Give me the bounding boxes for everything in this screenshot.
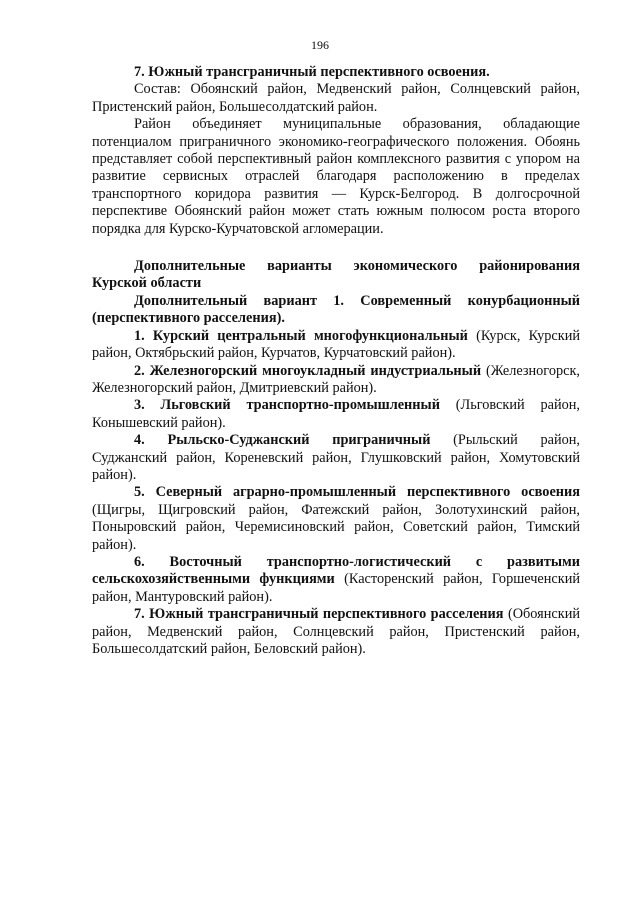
item-text: (Рыльский район, Суджанский район, Кореневский район, Глушковский район, Хомутовский район). (92, 432, 580, 483)
additional-heading: Дополнительные варианты экономического районирования Курской области (92, 258, 580, 292)
variant-heading: Дополнительный вариант 1. Современный конурбационный (перспективного расселения). (92, 292, 580, 327)
item-text: (Касторенский район, Горшеченский район, Мантуровский район). (92, 571, 581, 605)
item-title: 4. Рыльско-Суджанский приграничный (134, 432, 431, 449)
spacer (92, 238, 580, 258)
list-item (92, 606, 580, 658)
list-item (92, 397, 580, 432)
list-item (92, 363, 580, 398)
section-description: Район объединяет муниципальные образования, обладающие потенциалом приграничного экономико-географического положения. Обоянь представляет собой перспективный район комплексного развития с упором на развитие сервисных отраслей благодаря расположению в пределах транспортного коридора развития — Курск-Белгород. В долгосрочной перспективе Обоянский район может стать южным полюсом роста второго порядка для Курско-Курчатовской агломерации. (92, 116, 580, 237)
item-title: 2. Железногорский многоукладный индустриальный (134, 362, 482, 379)
item-text: (Обоянский район, Медвенский район, Солнцевский район, Пристенский район, Большесолдатский район, Беловский район). (92, 606, 580, 657)
item-text: (Железногорск, Железногорский район, Дмитриевский район). (92, 362, 580, 396)
list-item (92, 328, 580, 363)
item-title: 6. Восточный транспортно-логистический с развитыми сельскохозяйственными функциями (92, 553, 580, 588)
section-composition: Состав: Обоянский район, Медвенский район, Солнцевский район, Пристенский район, Большесолдатский район. (92, 81, 580, 115)
list-item (92, 554, 580, 606)
item-title: 7. Южный трансграничный перспективного расселения (134, 606, 504, 623)
section-heading: 7. Южный трансграничный перспективного освоения. (134, 64, 490, 80)
item-title: 3. Льговский транспортно-промышленный (134, 397, 440, 414)
list-item (92, 432, 580, 484)
item-text: (Курск, Курский район, Октябрьский район, Курчатов, Курчатовский район). (92, 327, 581, 362)
page-number: 196 (311, 38, 329, 52)
item-title: 5. Северный аграрно-промышленный перспективного освоения (134, 484, 580, 501)
page-content (92, 64, 580, 658)
list-item (92, 484, 580, 554)
item-title: 1. Курский центральный многофункциональный (134, 327, 468, 344)
item-text: (Щигры, Щигровский район, Фатежский район, Золотухинский район, Поныровский район, Черемисиновский район, Советский район, Тимский район). (92, 501, 580, 553)
item-text: (Льговский район, Конышевский район). (92, 397, 580, 431)
